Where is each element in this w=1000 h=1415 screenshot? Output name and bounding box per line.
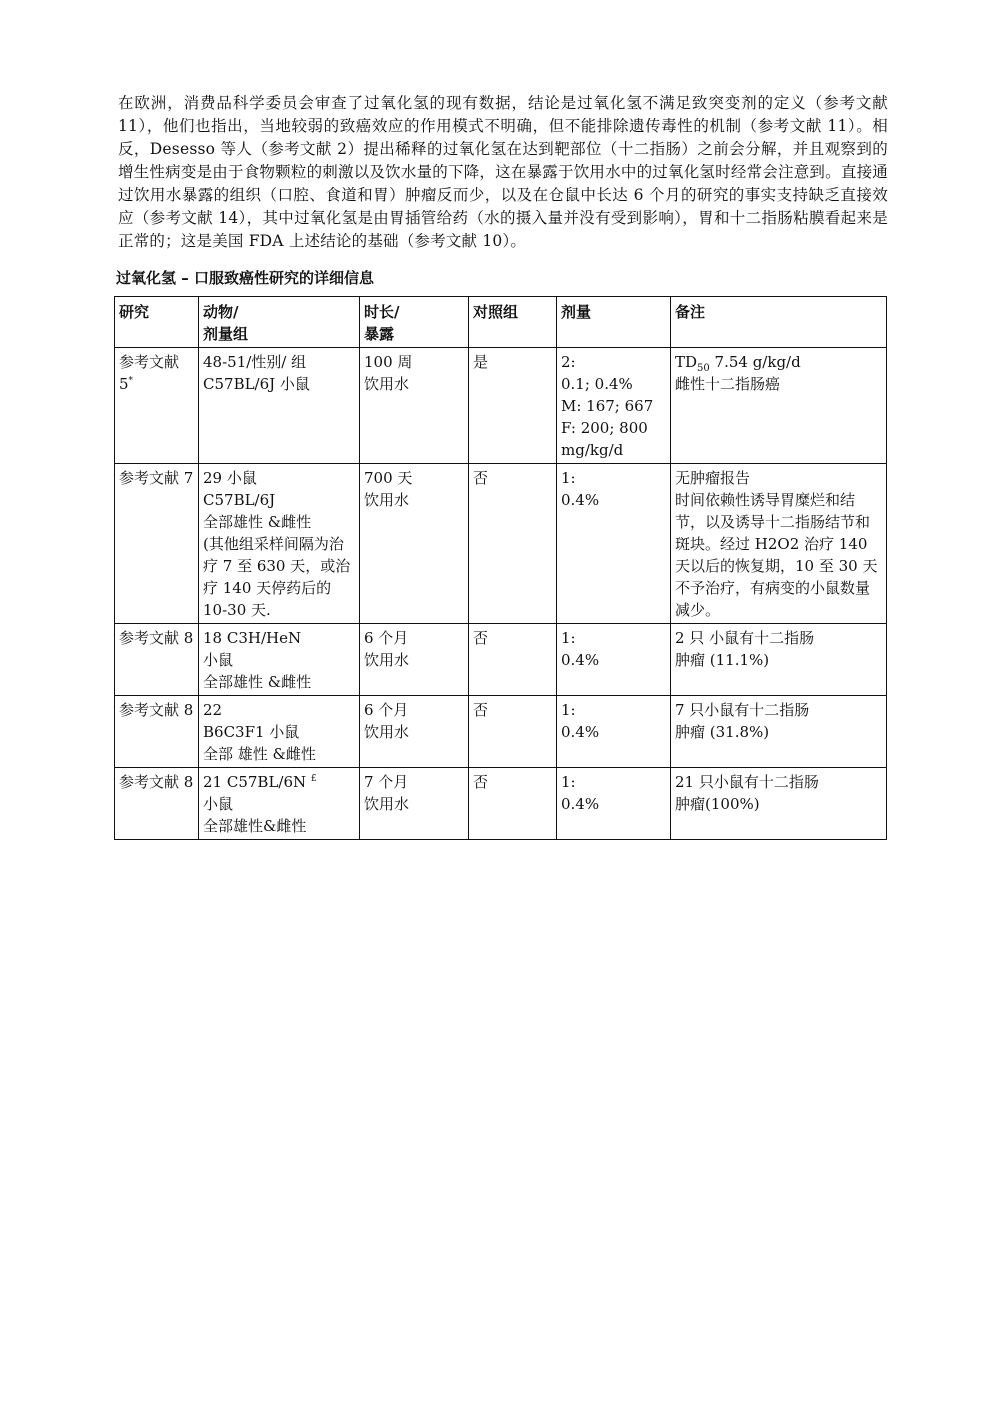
study-cell: 参考文献 8 [115,768,199,840]
intro-paragraph: 在欧洲，消费品科学委员会审查了过氧化氢的现有数据，结论是过氧化氢不满足致突变剂的定义（参考文献 11），他们也指出，当地较弱的致癌效应的作用模式不明确，但不能排除遗传毒性的机制（参考文献 11）。相反，Desesso 等人（参考文献 2）提出稀释的过氧化氢在达到靶部位（十二指肠）之前会分解，并且观察到的增生性病变是由于食物颗粒的刺激以及饮水量的下降，这在暴露于饮用水中的过氧化氢时经常会注意到。直接通过饮用水暴露的组织（口腔、食道和胃）肿瘤反而少，以及在仓鼠中长达 6 个月的研究的事实支持缺乏直接效应（参考文献 14），其中过氧化氢是由胃插管给药（水的摄入量并没有受到影响），胃和十二指肠粘膜看起来是正常的；这是美国 FDA 上述结论的基础（参考文献 10）。 [118,94,888,250]
duration-cell: 100 周 饮用水 [360,348,469,464]
table-title: 过氧化氢 – 口服致癌性研究的详细信息 [116,269,374,287]
duration-cell: 6 个月 饮用水 [360,624,469,696]
table-row [115,348,887,464]
notes-cell: 无肿瘤报告 时间依赖性诱导胃糜烂和结节，以及诱导十二指肠结节和斑块。经过 H2O2 治疗 140 天以后的恢复期，10 至 30 天不予治疗，有病变的小鼠数量减少。 [671,464,887,624]
header-dose: 剂量 [557,297,671,348]
control-cell: 否 [469,696,557,768]
header-animal: 动物/ 剂量组 [199,297,360,348]
table-row [115,464,887,624]
dose-cell: 1: 0.4% [557,696,671,768]
control-cell: 否 [469,768,557,840]
study-cell: 参考文献 8 [115,624,199,696]
document-page [118,92,888,840]
table-row [115,768,887,840]
table-header-row [115,297,887,348]
animal-cell: 48-51/性别/ 组 C57BL/6J 小鼠 [199,348,360,464]
duration-cell: 700 天 饮用水 [360,464,469,624]
dose-cell: 1: 0.4% [557,624,671,696]
animal-cell: 21 C57BL/6N £ 小鼠 全部雄性&雌性 [199,768,360,840]
study-cell: 参考文献 7 [115,464,199,624]
header-control: 对照组 [469,297,557,348]
header-study: 研究 [115,297,199,348]
notes-cell: 7 只小鼠有十二指肠 肿瘤 (31.8%) [671,696,887,768]
notes-cell: 2 只 小鼠有十二指肠 肿瘤 (11.1%) [671,624,887,696]
header-duration: 时长/ 暴露 [360,297,469,348]
study-cell: 参考文献 5* [115,348,199,464]
dose-cell: 1: 0.4% [557,464,671,624]
notes-cell: $TD_{50}$ 7.54 g/kg/d 雌性十二指肠癌 [671,348,887,464]
footnote-mark: £ [310,774,317,784]
animal-cell: 22 B6C3F1 小鼠 全部 雄性 &雌性 [199,696,360,768]
dose-cell: 2: 0.1; 0.4% M: 167; 667 F: 200; 800 mg/kg/d [557,348,671,464]
animal-cell: 29 小鼠 C57BL/6J 全部雄性 &雌性 (其他组采样间隔为治疗 7 至 630 天，或治疗 140 天停药后的 10-30 天. [199,464,360,624]
header-notes: 备注 [671,297,887,348]
table-row [115,696,887,768]
notes-cell: 21 只小鼠有十二指肠 肿瘤(100%) [671,768,887,840]
duration-cell: 6 个月 饮用水 [360,696,469,768]
control-cell: 否 [469,464,557,624]
control-cell: 是 [469,348,557,464]
carcinogenicity-table [114,296,887,840]
table-row [115,624,887,696]
dose-cell: 1: 0.4% [557,768,671,840]
control-cell: 否 [469,624,557,696]
study-cell: 参考文献 8 [115,696,199,768]
duration-cell: 7 个月 饮用水 [360,768,469,840]
footnote-mark: * [128,376,134,386]
animal-cell: 18 C3H/HeN 小鼠 全部雄性 &雌性 [199,624,360,696]
